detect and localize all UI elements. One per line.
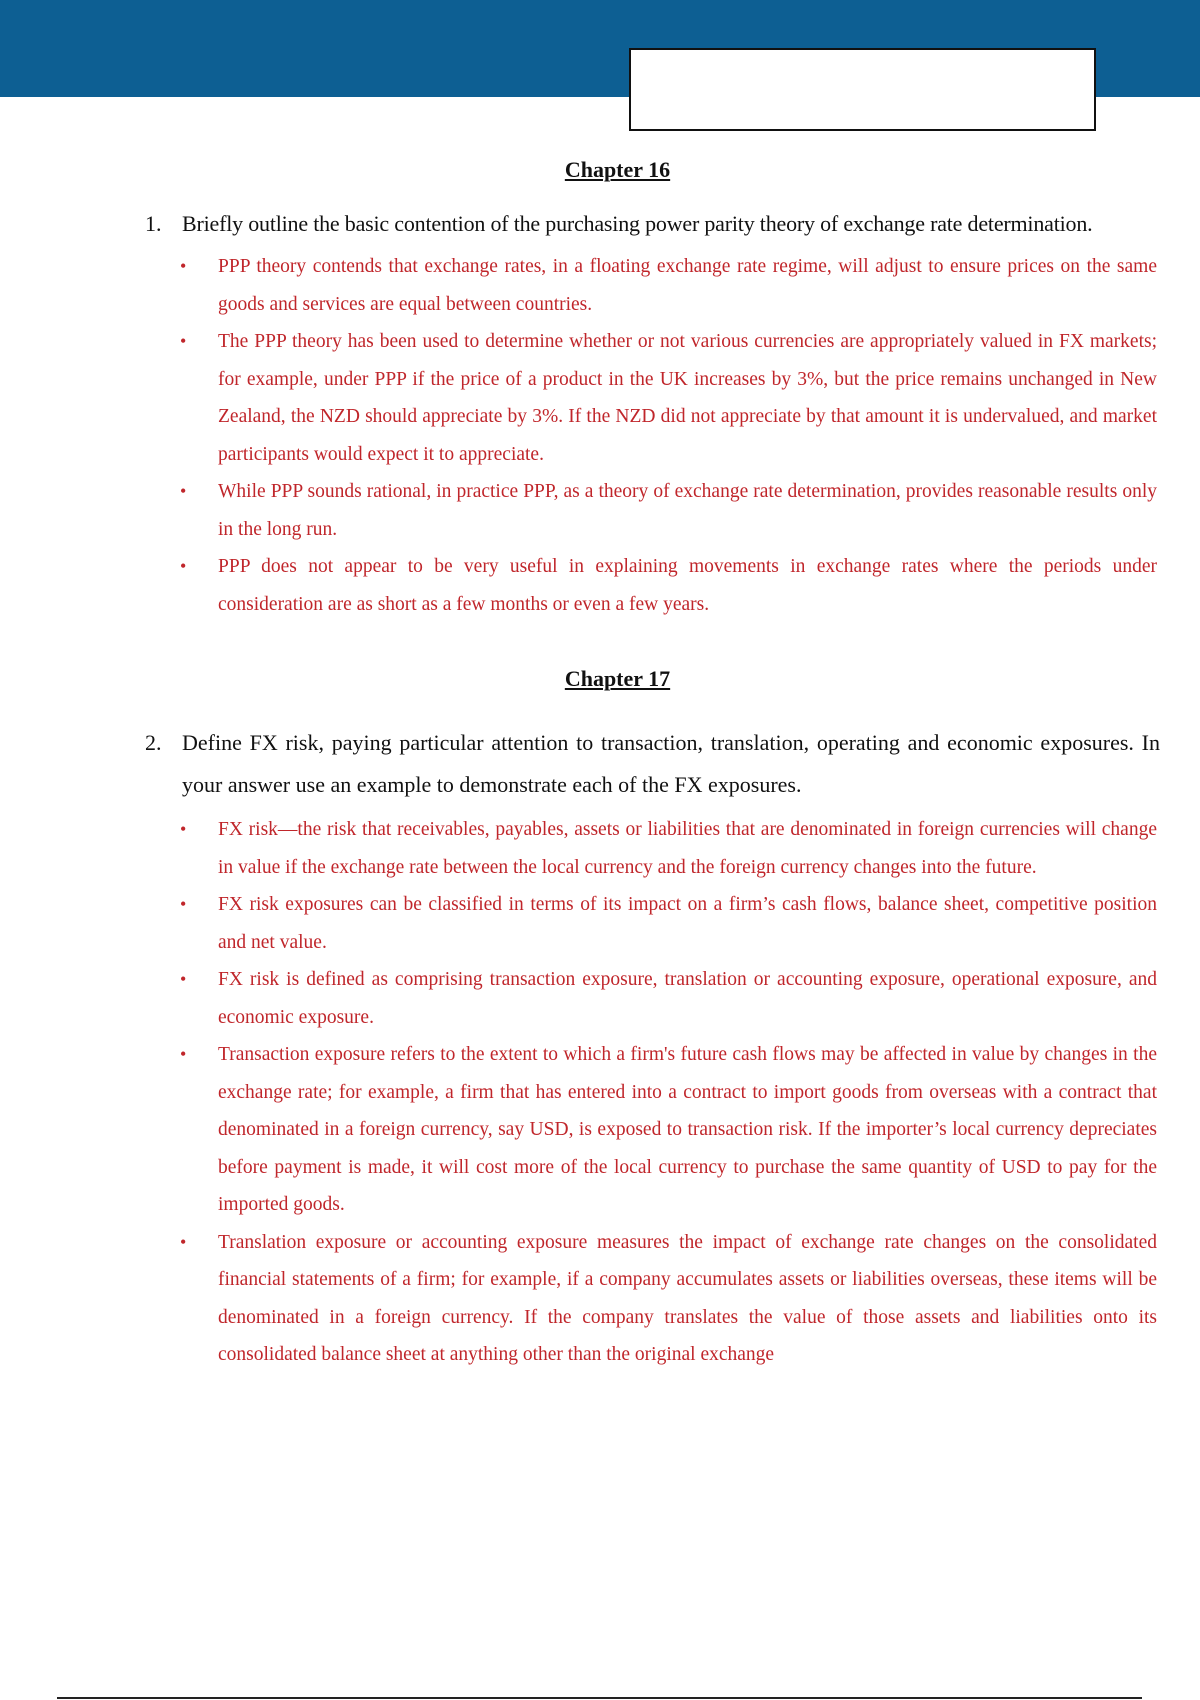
bullet-icon: • bbox=[180, 1231, 187, 1252]
bullet-icon: • bbox=[180, 256, 187, 276]
answer-text: FX risk is defined as comprising transaction exposure, translation or accounting exposure, operational exposure, and economic exposure. bbox=[218, 969, 1157, 1028]
question-2 bbox=[145, 722, 1160, 806]
answer-text: FX risk—the risk that receivables, payables, assets or liabilities that are denominated in foreign currencies will change in value if the exchange rate between the local currency and the foreign currency changes into the future. bbox=[218, 819, 1157, 878]
question-number: 1. bbox=[145, 211, 162, 236]
question-text: Briefly outline the basic contention of the purchasing power parity theory of exchange rate determination. bbox=[182, 211, 1093, 236]
answer-text: While PPP sounds rational, in practice PPP, as a theory of exchange rate determination, provides reasonable results only in the long run. bbox=[218, 481, 1157, 540]
answer-item bbox=[180, 886, 1157, 961]
bullet-icon: • bbox=[180, 894, 187, 914]
answer-list-2 bbox=[180, 811, 1157, 1374]
answer-text: PPP does not appear to be very useful in explaining movements in exchange rates where the periods under consideration are as short as a few months or even a few years. bbox=[218, 556, 1157, 615]
bullet-icon: • bbox=[180, 969, 187, 989]
answer-item bbox=[180, 473, 1157, 548]
chapter-heading: Chapter 16 bbox=[564, 157, 671, 182]
question-number: 2. bbox=[145, 730, 162, 755]
answer-item bbox=[180, 1224, 1157, 1374]
answer-list-1 bbox=[180, 248, 1157, 623]
bullet-icon: • bbox=[180, 556, 187, 576]
answer-item bbox=[180, 961, 1157, 1036]
answer-item bbox=[180, 1036, 1157, 1224]
answer-item bbox=[180, 548, 1157, 623]
chapter-heading: Chapter 17 bbox=[564, 666, 671, 691]
question-text: Define FX risk, paying particular attention to transaction, translation, operating and economic exposures. In your answer use an example to demonstrate each of the FX exposures. bbox=[182, 730, 1160, 797]
answer-text: Translation exposure or accounting exposure measures the impact of exchange rate changes on the consolidated financial statements of a firm; for example, if a company accumulates assets or liabilities overseas, these items will be denominated in a foreign currency. If the company translates the value of those assets and liabilities onto its consolidated balance sheet at anything other than the original exchange bbox=[218, 1231, 1157, 1365]
answer-item bbox=[180, 811, 1157, 886]
answer-text: The PPP theory has been used to determine whether or not various currencies are appropriately valued in FX markets; for example, under PPP if the price of a product in the UK increases by 3%, but the price remains unchanged in New Zealand, the NZD should appreciate by 3%. If the NZD did not appreciate by that amount it is undervalued, and market participants would expect it to appreciate. bbox=[218, 331, 1157, 465]
question-1 bbox=[145, 203, 1160, 245]
answer-item bbox=[180, 323, 1157, 473]
header-title-box bbox=[629, 48, 1096, 131]
footer-rule bbox=[57, 1697, 1142, 1699]
bullet-icon: • bbox=[180, 481, 187, 501]
answer-item bbox=[180, 248, 1157, 323]
answer-text: FX risk exposures can be classified in terms of its impact on a firm’s cash flows, balance sheet, competitive position and net value. bbox=[218, 894, 1157, 953]
bullet-icon: • bbox=[180, 1044, 187, 1064]
bullet-icon: • bbox=[180, 331, 187, 351]
answer-text: PPP theory contends that exchange rates, in a floating exchange rate regime, will adjust to ensure prices on the same goods and services are equal between countries. bbox=[218, 256, 1157, 315]
bullet-icon: • bbox=[180, 819, 187, 839]
answer-text: Transaction exposure refers to the extent to which a firm's future cash flows may be affected in value by changes in the exchange rate; for example, a firm that has entered into a contract to import goods from overseas with a contract that denominated in a foreign currency, say USD, is exposed to transaction risk. If the importer’s local currency depreciates before payment is made, it will cost more of the local currency to purchase the same quantity of USD to pay for the imported goods. bbox=[218, 1044, 1157, 1215]
